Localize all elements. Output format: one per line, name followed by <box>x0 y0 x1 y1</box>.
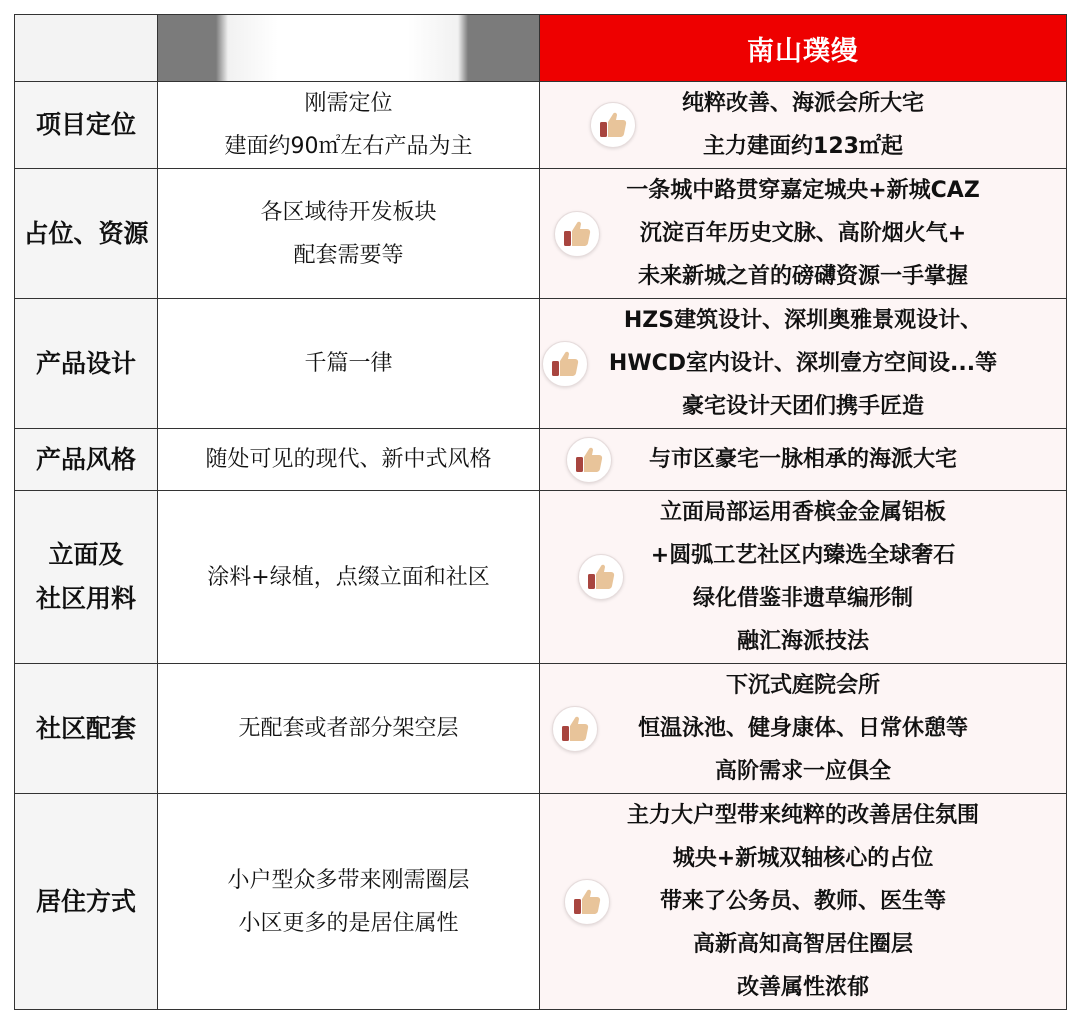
thumbs-up-icon <box>571 886 603 918</box>
nanshan-cell <box>540 169 1067 299</box>
text-line: 产品设计 <box>35 348 136 378</box>
text-line: 随处可见的现代、新中式风格 <box>205 447 492 472</box>
row-label <box>15 429 158 491</box>
header-empty-cell <box>15 15 158 82</box>
text-line: 纯粹改善、海派会所大宅 <box>681 91 924 116</box>
thumbs-up-icon <box>597 109 629 141</box>
table-row <box>15 664 1067 794</box>
text-line: 高新高知高智居住圈层 <box>692 932 913 957</box>
text-line: 小区更多的是居住属性 <box>238 910 459 936</box>
text-line: 涂料+绿植，点缀立面和社区 <box>207 564 490 590</box>
thumbs-up-icon <box>549 348 581 380</box>
header-competitor-cell <box>158 15 540 82</box>
text-line: 改善属性浓郁 <box>736 975 869 1000</box>
text-line: 占位、资源 <box>23 218 149 248</box>
row-label <box>15 82 158 169</box>
nanshan-cell <box>540 429 1067 491</box>
text-line: 融汇海派技法 <box>736 629 869 654</box>
text-line: +圆弧工艺社区内臻选全球奢石 <box>650 543 956 568</box>
thumbs-up-badge <box>564 879 610 925</box>
text-line: 小户型众多带来刚需圈层 <box>227 867 470 893</box>
comparison-table <box>14 14 1067 1010</box>
text-line: 带来了公务员、教师、医生等 <box>659 889 946 914</box>
text-line: HZS建筑设计、深圳奥雅景观设计、 <box>623 308 983 333</box>
competitor-cell <box>158 82 540 169</box>
text-line: HWCD室内设计、深圳壹方空间设...等 <box>608 351 998 376</box>
row-label <box>15 794 158 1010</box>
nanshan-cell <box>540 491 1067 664</box>
text-line: 主力建面约123㎡起 <box>703 134 903 159</box>
thumbs-up-icon <box>559 713 591 745</box>
competitor-name-blurred <box>158 15 539 81</box>
text-line: 恒温泳池、健身康体、日常休憩等 <box>637 716 968 741</box>
competitor-cell <box>158 429 540 491</box>
text-line: 未来新城之首的磅礴资源一手掌握 <box>637 264 968 289</box>
competitor-cell <box>158 794 540 1010</box>
text-line: 居住方式 <box>35 886 136 916</box>
text-line: 各区域待开发板块 <box>260 199 437 225</box>
table-row <box>15 169 1067 299</box>
thumbs-up-badge <box>552 706 598 752</box>
text-line: 一条城中路贯穿嘉定城央+新城CAZ <box>626 178 980 203</box>
comparison-table-body <box>15 15 1067 1010</box>
text-line: 立面及 <box>48 540 124 569</box>
thumbs-up-badge <box>566 437 612 483</box>
text-line: 与市区豪宅一脉相承的海派大宅 <box>648 447 957 472</box>
nanshan-cell <box>540 299 1067 429</box>
row-label <box>15 491 158 664</box>
nanshan-cell <box>540 794 1067 1010</box>
text-line: 千篇一律 <box>304 351 393 376</box>
text-line: 无配套或者部分架空层 <box>238 716 459 741</box>
thumbs-up-icon <box>573 444 605 476</box>
table-row <box>15 299 1067 429</box>
thumbs-up-badge <box>590 102 636 148</box>
row-label <box>15 299 158 429</box>
competitor-cell <box>158 664 540 794</box>
text-line: 绿化借鉴非遗草编形制 <box>692 586 913 611</box>
table-row <box>15 794 1067 1010</box>
text-line: 社区用料 <box>35 584 136 613</box>
thumbs-up-badge <box>554 211 600 257</box>
text-line: 豪宅设计天团们携手匠造 <box>681 394 924 419</box>
text-line: 建面约90㎡左右产品为主 <box>224 134 473 159</box>
competitor-cell <box>158 299 540 429</box>
text-line: 产品风格 <box>35 444 136 474</box>
header-row <box>15 15 1067 82</box>
text-line: 沉淀百年历史文脉、高阶烟火气+ <box>639 221 967 246</box>
text-line: 下沉式庭院会所 <box>725 673 880 698</box>
row-label <box>15 169 158 299</box>
text-line: 高阶需求一应俱全 <box>714 759 891 784</box>
thumbs-up-icon <box>585 561 617 593</box>
competitor-cell <box>158 169 540 299</box>
thumbs-up-badge <box>578 554 624 600</box>
nanshan-cell <box>540 664 1067 794</box>
text-line: 刚需定位 <box>304 91 393 116</box>
text-line: 城央+新城双轴核心的占位 <box>672 846 934 871</box>
row-label <box>15 664 158 794</box>
thumbs-up-badge <box>542 341 588 387</box>
text-line: 配套需要等 <box>293 242 404 268</box>
table-row <box>15 82 1067 169</box>
text-line: 社区配套 <box>35 713 136 743</box>
text-line: 项目定位 <box>35 110 136 139</box>
text-line: 主力大户型带来纯粹的改善居住氛围 <box>626 803 979 828</box>
table-row <box>15 491 1067 664</box>
nanshan-cell <box>540 82 1067 169</box>
text-line: 立面局部运用香槟金金属铝板 <box>659 500 946 525</box>
competitor-cell <box>158 491 540 664</box>
thumbs-up-icon <box>561 218 593 250</box>
header-nanshan-title: 南山璞缦 <box>540 15 1067 82</box>
table-row <box>15 429 1067 491</box>
